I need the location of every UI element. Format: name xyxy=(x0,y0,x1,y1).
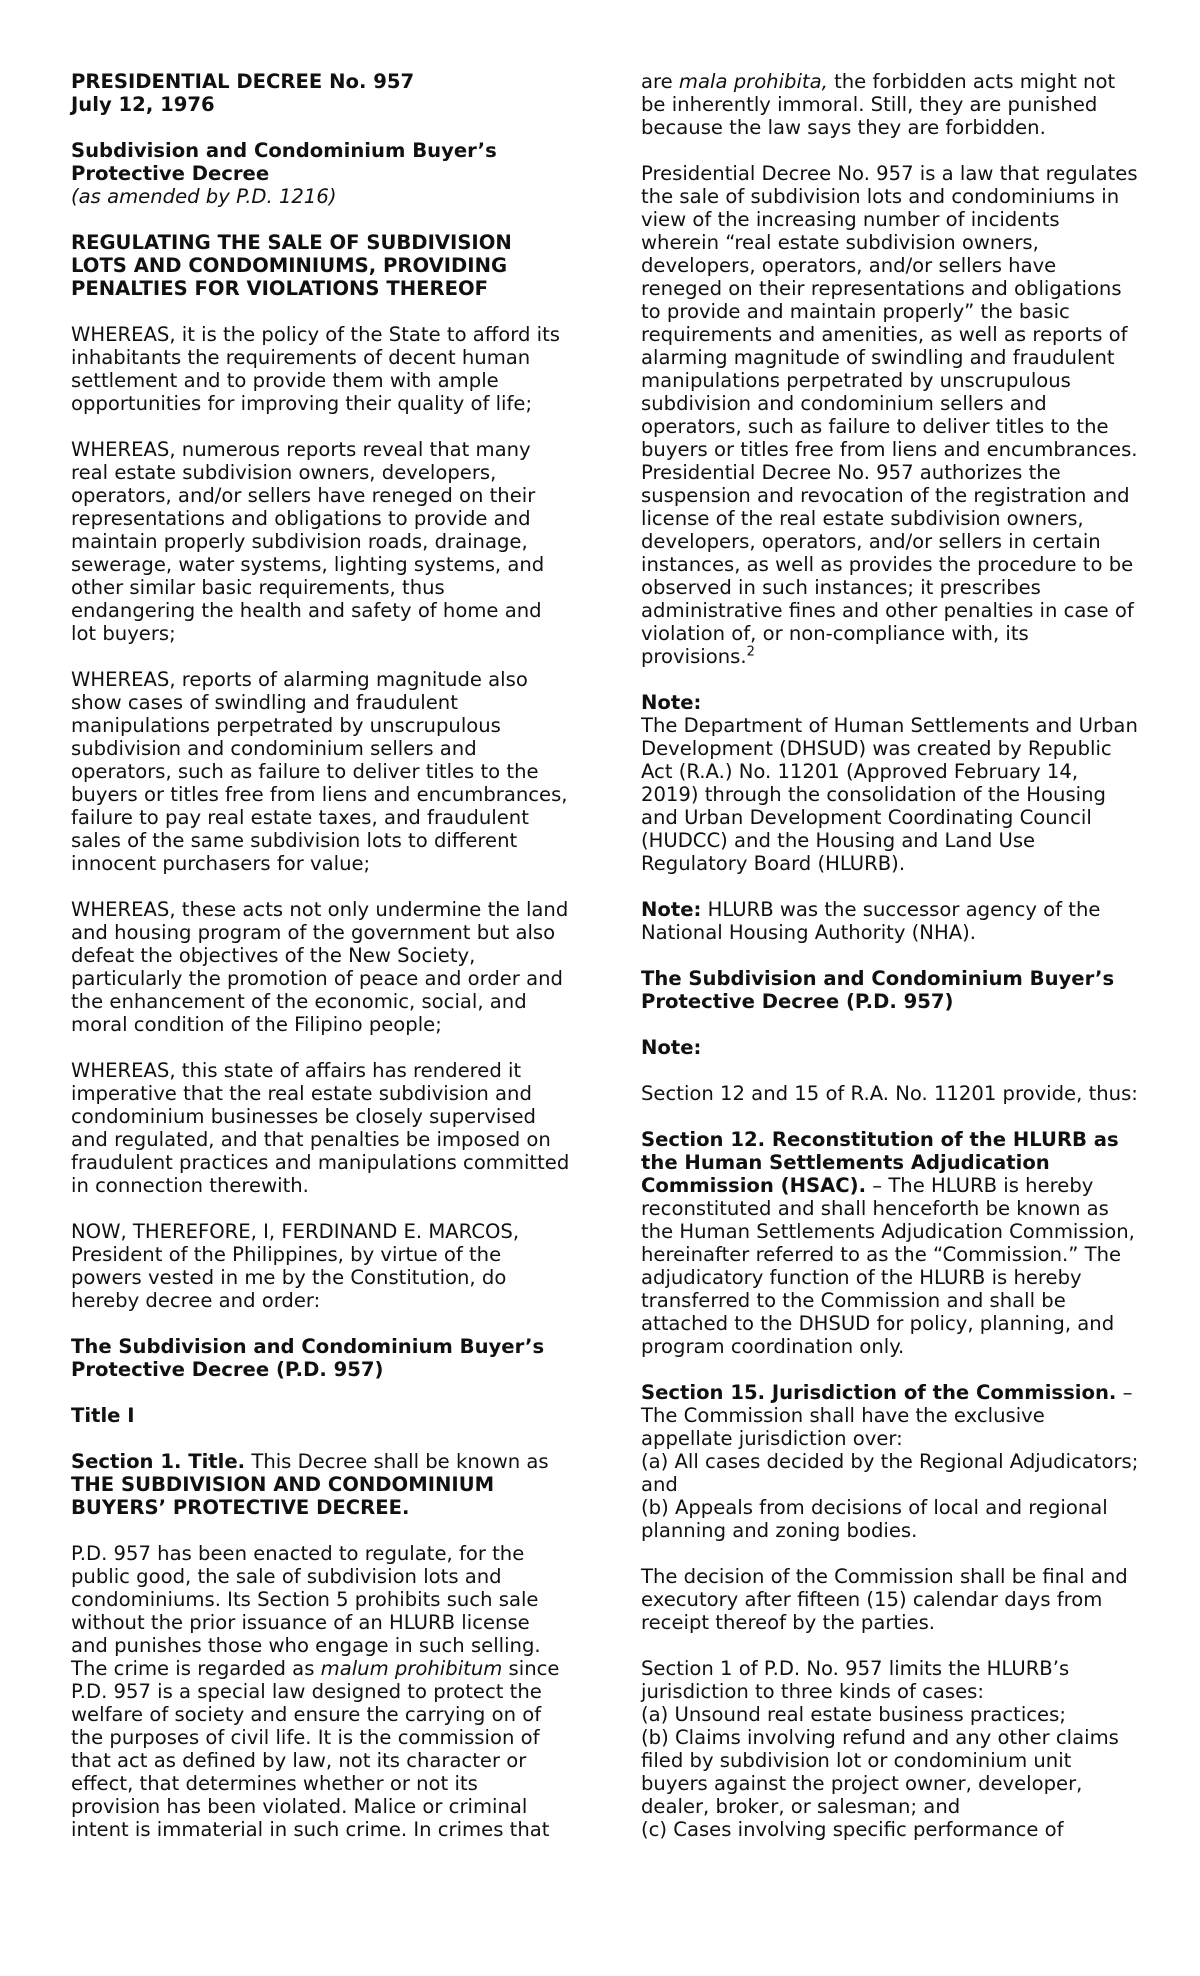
long-title: REGULATING THE SALE OF SUBDIVISION LOTS AND CONDOMINIUMS, PROVIDING PENALTIES FOR VIOLATIONS THEREOF xyxy=(71,231,512,300)
decree-heading: The Subdivision and Condominium Buyer’s Protective Decree (P.D. 957) xyxy=(71,1335,545,1381)
commentary-text-b: since P.D. 957 is a special law designed to protect the welfare of society and ensure the carrying on of the purposes of civil life. It is the commission of that act as defined by law, not its character or effect, that determines whether or not its provision has been violated. Malice or criminal intent is immaterial in such crime. In crimes that xyxy=(71,1657,560,1841)
whereas-clause-2: WHEREAS, numerous reports reveal that many real estate subdivision owners, developers, operators, and/or sellers have reneged on their representations and obligations to provide and maintain properly subdivision roads, drainage, sewerage, water systems, lighting systems, and other similar basic requirements, thus endangering the health and safety of home and lot buyers; xyxy=(71,438,545,645)
continuation-italic: mala prohibita, xyxy=(678,70,828,93)
note-1-text: The Department of Human Settlements and Urban Development (DHSUD) was created by Republic Act (R.A.) No. 11201 (Approved February 14, 2019) through the consolidation of the Housing and Urban Development Coordinating Council (HUDCC) and the Housing and Land Use Regulatory Board (HLURB). xyxy=(641,714,1138,875)
commentary-italic: malum prohibitum xyxy=(320,1657,503,1680)
section-12 xyxy=(641,1128,1141,1358)
section-1-text: This Decree shall be known as xyxy=(245,1450,549,1473)
ra-intro: Section 12 and 15 of R.A. No. 11201 provide, thus: xyxy=(641,1082,1138,1105)
note-2-text: HLURB was the successor agency of the National Housing Authority (NHA). xyxy=(641,898,1101,944)
jurisdiction-item-c: (c) Cases involving specific performance of xyxy=(641,1818,1064,1841)
section-15-item-b: (b) Appeals from decisions of local and regional planning and zoning bodies. xyxy=(641,1496,1108,1542)
note-1-label: Note: xyxy=(641,691,702,714)
decree-heading-right: The Subdivision and Condominium Buyer’s Protective Decree (P.D. 957) xyxy=(641,967,1115,1013)
enacting-clause: NOW, THEREFORE, I, FERDINAND E. MARCOS, President of the Philippines, by virtue of the powers vested in me by the Constitution, do hereby decree and order: xyxy=(71,1220,520,1312)
decree-date: July 12, 1976 xyxy=(71,93,215,116)
summary-text: Presidential Decree No. 957 is a law that regulates the sale of subdivision lots and condominiums in view of the increasing number of incidents wherein “real estate subdivision owners, developers, operators, and/or sellers have reneged on their representations and obligations to provide and maintain properly” the basic requirements and amenities, as well as reports of alarming magnitude of swindling and fraudulent manipulations perpetrated by unscrupulous subdivision and condominium sellers and operators, such as failure to deliver titles to the buyers or titles free from liens and encumbrances. Presidential Decree No. 957 authorizes the suspension and revocation of the registration and license of the real estate subdivision owners, developers, operators, and/or sellers in certain instances, as well as provides the procedure to be observed in such instances; it prescribes administrative fines and other penalties in case of violation of, or non-compliance with, its provisions. xyxy=(641,162,1138,668)
continuation-text-a: are xyxy=(641,70,679,93)
section-1-jurisdiction xyxy=(641,1657,1141,1841)
whereas-clause-1: WHEREAS, it is the policy of the State to afford its inhabitants the requirements of decent human settlement and to provide them with ample opportunities for improving their quality of life; xyxy=(71,323,561,415)
decree-header xyxy=(71,70,571,116)
continuation-paragraph xyxy=(641,70,1141,139)
section-12-text: – The HLURB is hereby reconstituted and shall henceforth be known as the Human Settlements Adjudication Commission, hereinafter referred to as the “Commission.” The adjudicatory function of the HLURB is hereby transferred to the Commission and shall be attached to the DHSUD for policy, planning, and program coordination only. xyxy=(641,1174,1135,1358)
whereas-clause-5: WHEREAS, this state of affairs has rendered it imperative that the real estate subdivision and condominium businesses be closely supervised and regulated, and that penalties be imposed on fraudulent practices and manipulations committed in connection therewith. xyxy=(71,1059,570,1197)
section-12-label: Section 12. Reconstitution of the HLURB as the Human Settlements Adjudication Commission (HSAC). xyxy=(641,1128,1119,1197)
section-15 xyxy=(641,1381,1141,1542)
section-15-text: – The Commission shall have the exclusive appellate jurisdiction over: xyxy=(641,1381,1133,1450)
section-15-label: Section 15. Jurisdiction of the Commission. xyxy=(641,1381,1117,1404)
note-3-label: Note: xyxy=(641,1036,702,1059)
right-column xyxy=(641,70,1141,1841)
continuation-text-b: the forbidden acts might not be inherently immoral. Still, they are punished because the law says they are forbidden. xyxy=(641,70,1116,139)
section-15-heading-line xyxy=(641,1381,1132,1450)
section-1-label: Section 1. Title. xyxy=(71,1450,246,1473)
note-2-label: Note: xyxy=(641,898,702,921)
title-heading: Title I xyxy=(71,1404,135,1427)
amended-note: (as amended by P.D. 1216) xyxy=(71,185,337,208)
section-1 xyxy=(71,1450,571,1519)
jurisdiction-intro: Section 1 of P.D. No. 957 limits the HLURB’s jurisdiction to three kinds of cases: xyxy=(641,1657,1070,1703)
jurisdiction-item-a: (a) Unsound real estate business practices; xyxy=(641,1703,1066,1726)
note-2 xyxy=(641,898,1141,944)
commentary-text-a: P.D. 957 has been enacted to regulate, for the public good, the sale of subdivision lots and condominiums. Its Section 5 prohibits such sale without the prior issuance of an HLURB license and punishes those who engage in such selling. The crime is regarded as xyxy=(71,1542,541,1680)
short-title-block xyxy=(71,139,571,208)
short-title: Subdivision and Condominium Buyer’s Protective Decree xyxy=(71,139,497,185)
jurisdiction-item-b: (b) Claims involving refund and any other claims filed by subdivision lot or condominium unit buyers against the project owner, developer, dealer, broker, or salesman; and xyxy=(641,1726,1119,1818)
note-1 xyxy=(641,691,1141,875)
finality-paragraph: The decision of the Commission shall be final and executory after fifteen (15) calendar days from receipt thereof by the parties. xyxy=(641,1565,1128,1634)
whereas-clause-4: WHEREAS, these acts not only undermine the land and housing program of the government but also defeat the objectives of the New Society, particularly the promotion of peace and order and the enhancement of the economic, social, and moral condition of the Filipino people; xyxy=(71,898,569,1036)
whereas-clause-3: WHEREAS, reports of alarming magnitude also show cases of swindling and fraudulent manipulations perpetrated by unscrupulous subdivision and condominium sellers and operators, such as failure to deliver titles to the buyers or titles free from liens and encumbrances, failure to pay real estate taxes, and fraudulent sales of the same subdivision lots to different innocent purchasers for value; xyxy=(71,668,568,875)
summary-paragraph xyxy=(641,162,1141,668)
section-15-item-a: (a) All cases decided by the Regional Adjudicators; and xyxy=(641,1450,1139,1496)
footnote-mark: 2 xyxy=(746,644,755,660)
section-1-name: THE SUBDIVISION AND CONDOMINIUM BUYERS’ PROTECTIVE DECREE. xyxy=(71,1473,495,1519)
left-column xyxy=(71,70,571,1864)
commentary-paragraph xyxy=(71,1542,571,1841)
decree-number: PRESIDENTIAL DECREE No. 957 xyxy=(71,70,415,93)
